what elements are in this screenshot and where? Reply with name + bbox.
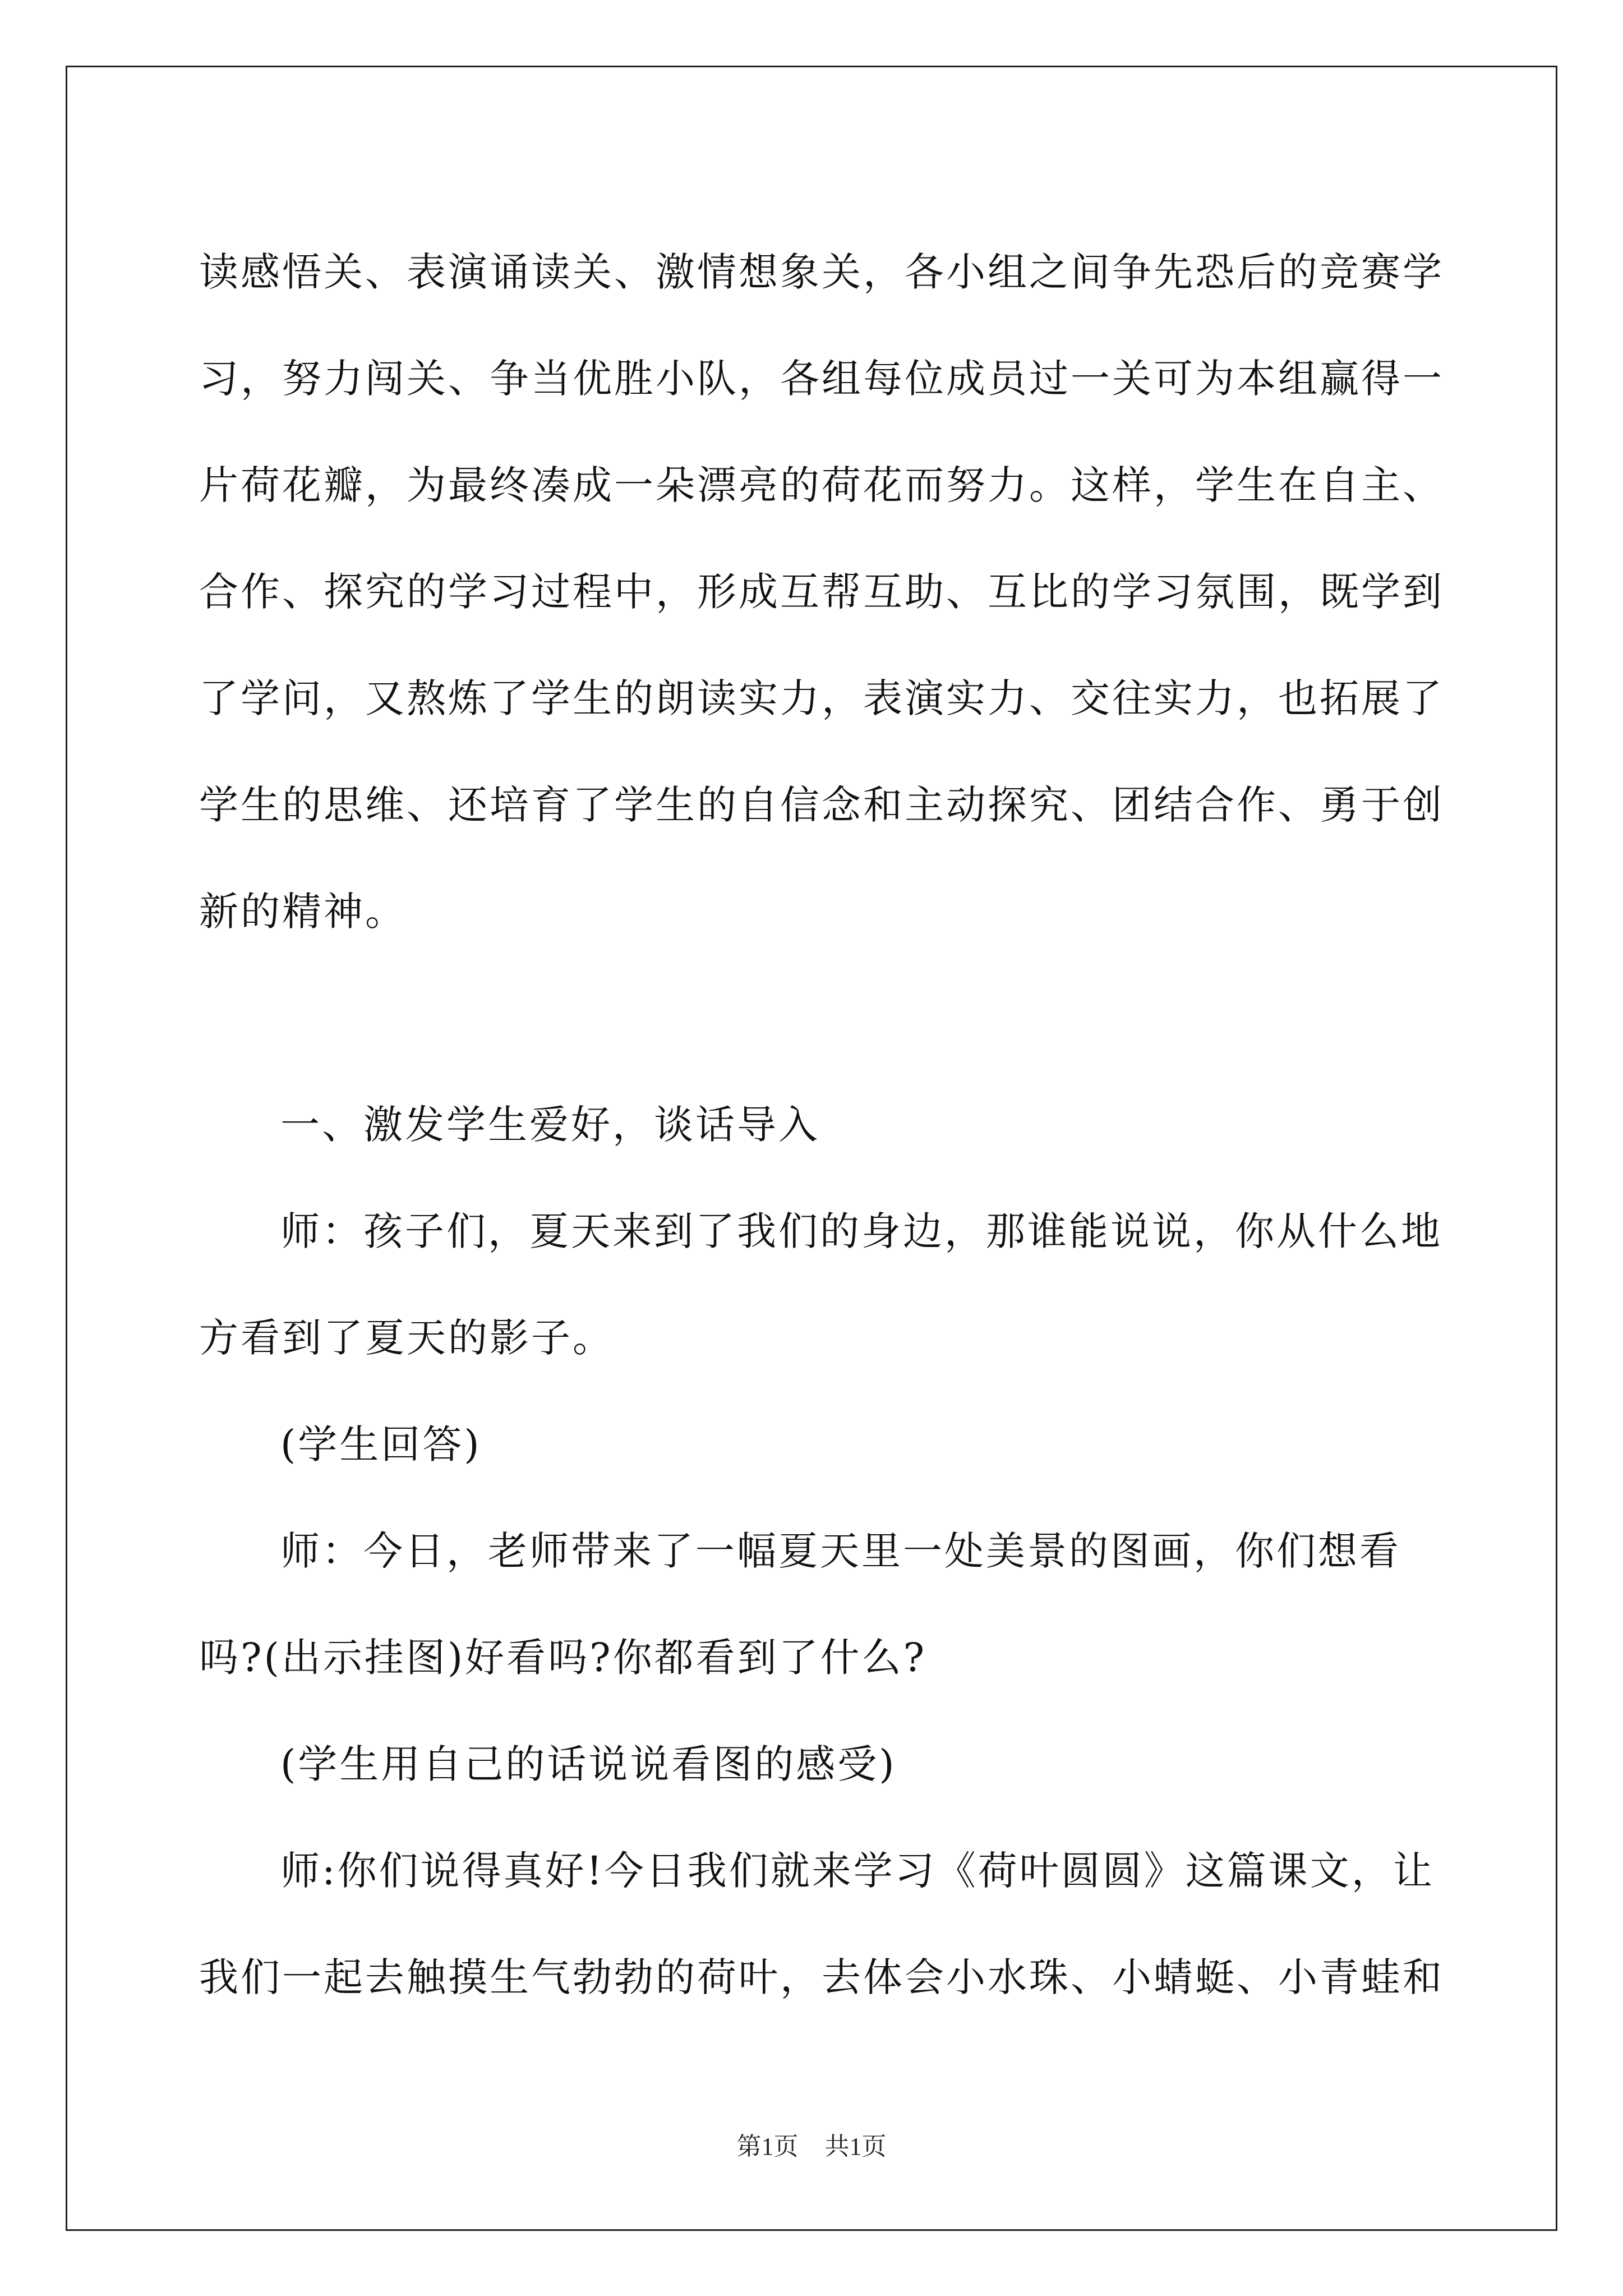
paragraph-line: 习，努力闯关、争当优胜小队，各组每位成员过一关可为本组赢得一 bbox=[199, 356, 1444, 402]
paragraph-line: 了学问，又熬炼了学生的朗读实力，表演实力、交往实力，也拓展了 bbox=[199, 675, 1444, 721]
dialogue-line: 师：今日，老师带来了一幅夏天里一处美景的图画，你们想看 bbox=[280, 1528, 1401, 1574]
dialogue-line: (学生回答) bbox=[280, 1421, 482, 1467]
paragraph-line: 读感悟关、表演诵读关、激情想象关，各小组之间争先恐后的竞赛学 bbox=[199, 249, 1444, 295]
page-number: 第1页 bbox=[736, 2133, 799, 2160]
dialogue-line: 我们一起去触摸生气勃勃的荷叶，去体会小水珠、小蜻蜓、小青蛙和 bbox=[199, 1954, 1444, 2000]
dialogue-line: 师:你们说得真好!今日我们就来学习《荷叶圆圆》这篇课文，让 bbox=[280, 1848, 1435, 1894]
paragraph-line: 合作、探究的学习过程中，形成互帮互助、互比的学习氛围，既学到 bbox=[199, 569, 1444, 615]
dialogue-line: 吗?(出示挂图)好看吗?你都看到了什么? bbox=[199, 1635, 927, 1681]
paragraph-line: 片荷花瓣，为最终凑成一朵漂亮的荷花而努力。这样，学生在自主、 bbox=[199, 462, 1444, 508]
page-footer bbox=[0, 2126, 1623, 2162]
section-heading: 一、激发学生爱好，谈话导入 bbox=[280, 1102, 820, 1148]
paragraph-gap bbox=[199, 965, 1427, 1071]
page-total: 共1页 bbox=[824, 2133, 887, 2160]
document-body bbox=[199, 219, 1444, 2031]
dialogue-line: 师：孩子们，夏天来到了我们的身边，那谁能说说，你从什么地 bbox=[280, 1208, 1442, 1254]
dialogue-line: 方看到了夏天的影子。 bbox=[199, 1315, 614, 1361]
paragraph-line: 学生的思维、还培育了学生的自信念和主动探究、团结合作、勇于创 bbox=[199, 782, 1444, 828]
paragraph-line: 新的精神。 bbox=[199, 889, 407, 935]
dialogue-line: (学生用自己的话说说看图的感受) bbox=[280, 1741, 897, 1787]
